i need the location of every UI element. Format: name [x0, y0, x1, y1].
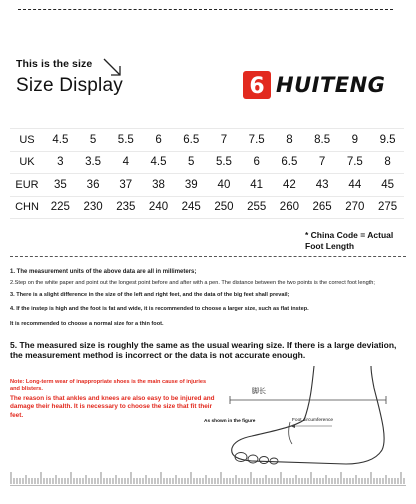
size-cell: 43 [306, 174, 339, 197]
size-cell: 41 [240, 174, 273, 197]
size-cell: 4 [109, 151, 142, 174]
size-cell: 3 [44, 151, 77, 174]
size-cell: 40 [208, 174, 241, 197]
size-cell: 6 [240, 151, 273, 174]
size-cell: 250 [208, 196, 241, 219]
middle-divider [10, 256, 406, 257]
huiteng-logo-icon [242, 70, 272, 100]
brand-name: HUITENG [276, 73, 386, 97]
size-cell: 245 [175, 196, 208, 219]
size-cell: 7.5 [338, 151, 371, 174]
row-label: CHN [10, 196, 44, 219]
size-cell: 44 [338, 174, 371, 197]
measured-size-note: 5. The measured size is roughly the same as the usual wearing size. If there is a large deviation, the measurement method is incorrect or the data is not accurate enough. [10, 340, 397, 360]
size-cell: 6 [142, 129, 175, 152]
size-cell: 5.5 [109, 129, 142, 152]
note-2: 2.Step on the white paper and point out the longest point before and after with a pen. The distance between the two points is the correct foot length; [10, 279, 375, 286]
size-cell: 265 [306, 196, 339, 219]
foot-circumference-label: Foot circumference [292, 418, 334, 423]
size-cell: 225 [44, 196, 77, 219]
top-divider [18, 9, 393, 10]
bottom-divider [10, 485, 406, 486]
size-cell: 3.5 [77, 151, 110, 174]
size-chart-table [10, 128, 404, 219]
ruler-icon [10, 471, 406, 485]
size-row-eur [10, 174, 404, 197]
size-cell: 7 [208, 129, 241, 152]
note-1: 1. The measurement units of the above data are all in millimeters; [10, 269, 197, 275]
size-cell: 35 [44, 174, 77, 197]
size-cell: 275 [371, 196, 404, 219]
logo-digit: 6 [249, 74, 265, 99]
size-cell: 9.5 [371, 129, 404, 152]
row-label: UK [10, 151, 44, 174]
note-4: 4. If the instep is high and the foot is fat and wide, it is recommended to choose a larger size, such as flat instep. [10, 305, 309, 312]
size-cell: 36 [77, 174, 110, 197]
size-cell: 39 [175, 174, 208, 197]
size-row-chn [10, 196, 404, 219]
row-label: EUR [10, 174, 44, 197]
size-display-title: Size Display [16, 75, 123, 96]
as-shown-label: As shown in the figure [204, 419, 256, 424]
size-cell: 6.5 [175, 129, 208, 152]
size-cell: 260 [273, 196, 306, 219]
warning-line-1: Note: Long-term wear of inappropriate shoes is the main cause of injuries and blisters. [10, 379, 207, 392]
size-cell: 4.5 [44, 129, 77, 152]
size-cell: 4.5 [142, 151, 175, 174]
size-cell: 7 [306, 151, 339, 174]
measurement-notes [10, 269, 405, 329]
size-cell: 5.5 [208, 151, 241, 174]
size-cell: 235 [109, 196, 142, 219]
arrow-down-right-icon [101, 56, 125, 80]
size-cell: 230 [77, 196, 110, 219]
size-cell: 37 [109, 174, 142, 197]
row-label: US [10, 129, 44, 152]
size-cell: 6.5 [273, 151, 306, 174]
note-5: It is recommended to choose a normal size for a thin foot. [10, 321, 164, 327]
size-cell: 270 [338, 196, 371, 219]
size-cell: 5 [175, 151, 208, 174]
size-cell: 45 [371, 174, 404, 197]
size-cell: 8 [371, 151, 404, 174]
size-row-uk [10, 151, 404, 174]
size-cell: 8 [273, 129, 306, 152]
china-code-note: * China Code = Actual Foot Length [305, 230, 394, 251]
size-note: This is the size [16, 58, 93, 70]
brand-logo [242, 68, 385, 102]
note-3: 3. There is a slight difference in the size of the left and right feet, and the data of the big feet shall prevail; [10, 292, 290, 298]
warning-line-2: The reason is that ankles and knees are also easy to be injured and damage their health. It is necessary to choose the size that fit their feet. [10, 395, 215, 419]
size-cell: 8.5 [306, 129, 339, 152]
size-cell: 255 [240, 196, 273, 219]
size-cell: 240 [142, 196, 175, 219]
warning-note [10, 379, 215, 420]
size-cell: 9 [338, 129, 371, 152]
size-cell: 42 [273, 174, 306, 197]
size-cell: 38 [142, 174, 175, 197]
size-cell: 7.5 [240, 129, 273, 152]
foot-length-label: 脚长 [252, 387, 266, 395]
size-cell: 5 [77, 129, 110, 152]
size-row-us [10, 129, 404, 152]
